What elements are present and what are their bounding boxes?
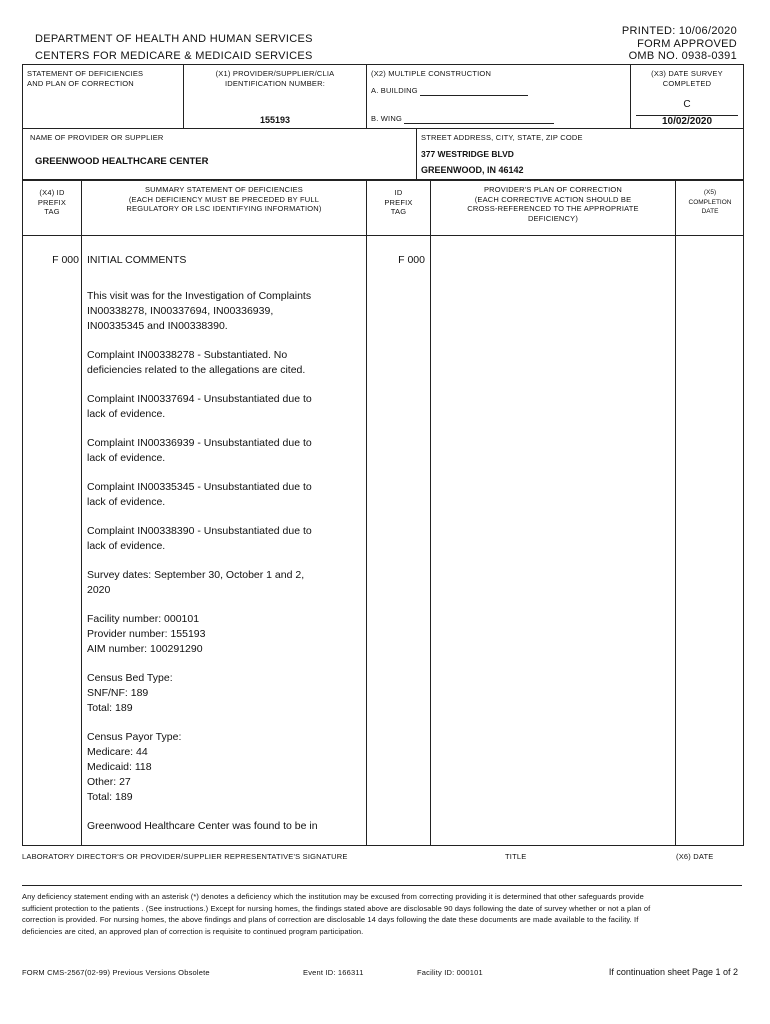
address-street: 377 WESTRIDGE BLVD [421,149,514,159]
paragraph: Survey dates: September 30, October 1 and 2, 2020 [87,569,305,596]
right-prefix-tag: F 000 [398,254,425,266]
paragraph: Census Payor Type: Medicare: 44 Medicaid: 118 Other: 27 Total: 189 [87,731,182,803]
left-prefix-tag: F 000 [52,254,79,266]
title-label: TITLE [505,852,527,861]
building-field: A. BUILDING [371,86,528,96]
paragraph: Complaint IN00338278 - Substantiated. No deficiencies related to the allegations are cited. [87,349,306,376]
paragraph: Census Bed Type: SNF/NF: 189 Total: 189 [87,672,173,714]
signature-label: LABORATORY DIRECTOR'S OR PROVIDER/SUPPLIER REPRESENTATIVE'S SIGNATURE [22,852,348,861]
provider-label: NAME OF PROVIDER OR SUPPLIER [30,133,164,142]
address-city: GREENWOOD, IN 46142 [421,165,524,175]
paragraph: Greenwood Healthcare Center was found to be in [87,820,318,832]
agency-name: CENTERS FOR MEDICARE & MEDICAID SERVICES [35,50,313,62]
entry-heading: INITIAL COMMENTS [87,254,187,266]
date-label: (X6) DATE [676,852,714,861]
paragraph: This visit was for the Investigation of Complaints IN00338278, IN00337694, IN00336939, IN00335345 and IN00338390. [87,290,312,332]
wing-field: B. WING [371,114,554,124]
id-prefix-header: ID PREFIX TAG [384,188,413,216]
form-id: FORM CMS-2567(02-99) Previous Versions Obsolete [22,968,210,977]
statement-label: STATEMENT OF DEFICIENCIES AND PLAN OF CORRECTION [27,69,144,88]
x4-header: (X4) ID PREFIX TAG [37,188,67,216]
x2-label: (X2) MULTIPLE CONSTRUCTION [371,69,492,78]
printed-date: PRINTED: 10/06/2020 [621,25,737,37]
entry-body [87,289,362,848]
provider-id-number: 155193 [259,115,291,125]
survey-code: C [683,99,691,110]
x1-label: (X1) PROVIDER/SUPPLIER/CLIA IDENTIFICATION NUMBER: [215,69,335,88]
x3-label: (X3) DATE SURVEY COMPLETED [651,69,723,88]
event-id: Event ID: 166311 [303,968,364,977]
paragraph: Complaint IN00338390 - Unsubstantiated due to lack of evidence. [87,525,312,552]
provider-name: GREENWOOD HEALTHCARE CENTER [35,156,209,167]
summary-header: SUMMARY STATEMENT OF DEFICIENCIES (EACH DEFICIENCY MUST BE PRECEDED BY FULL REGULATORY OR LSC IDENTIFYING INFORMATION) [126,185,322,213]
form-approved: FORM APPROVED [637,38,737,50]
department-name: DEPARTMENT OF HEALTH AND HUMAN SERVICES [35,33,313,45]
survey-date: 10/02/2020 [661,116,713,127]
page-indicator: If continuation sheet Page 1 of 2 [608,967,738,977]
address-label: STREET ADDRESS, CITY, STATE, ZIP CODE [421,133,583,142]
facility-id: Facility ID: 000101 [417,968,483,977]
paragraph: Facility number: 000101 Provider number: 155193 AIM number: 100291290 [87,613,206,655]
omb-number: OMB NO. 0938-0391 [628,50,737,62]
x5-header: (X5) COMPLETION DATE [688,189,732,215]
paragraph: Complaint IN00335345 - Unsubstantiated due to lack of evidence. [87,481,312,508]
plan-header: PROVIDER'S PLAN OF CORRECTION (EACH CORRECTIVE ACTION SHOULD BE CROSS-REFERENCED TO THE APPROPRIATE DEFICIENCY) [467,185,639,223]
paragraph: Complaint IN00337694 - Unsubstantiated due to lack of evidence. [87,393,312,420]
paragraph: Complaint IN00336939 - Unsubstantiated due to lack of evidence. [87,437,312,464]
disclaimer-text: Any deficiency statement ending with an asterisk (*) denotes a deficiency which the institution may be excused from correcting providing it is determined that other safeguards provide sufficient protection to the patients . (See instructions.) Except for nursing homes, the findings stated above are disclosable 90 days following the date of survey whether or not a plan of correction is provided. For nursing homes, the above findings and plans of correction are disclosable 14 days following the date these documents are made available to the facility. If deficiencies are cited, an approved plan of correction is requisite to continued program participation. [22,892,651,936]
